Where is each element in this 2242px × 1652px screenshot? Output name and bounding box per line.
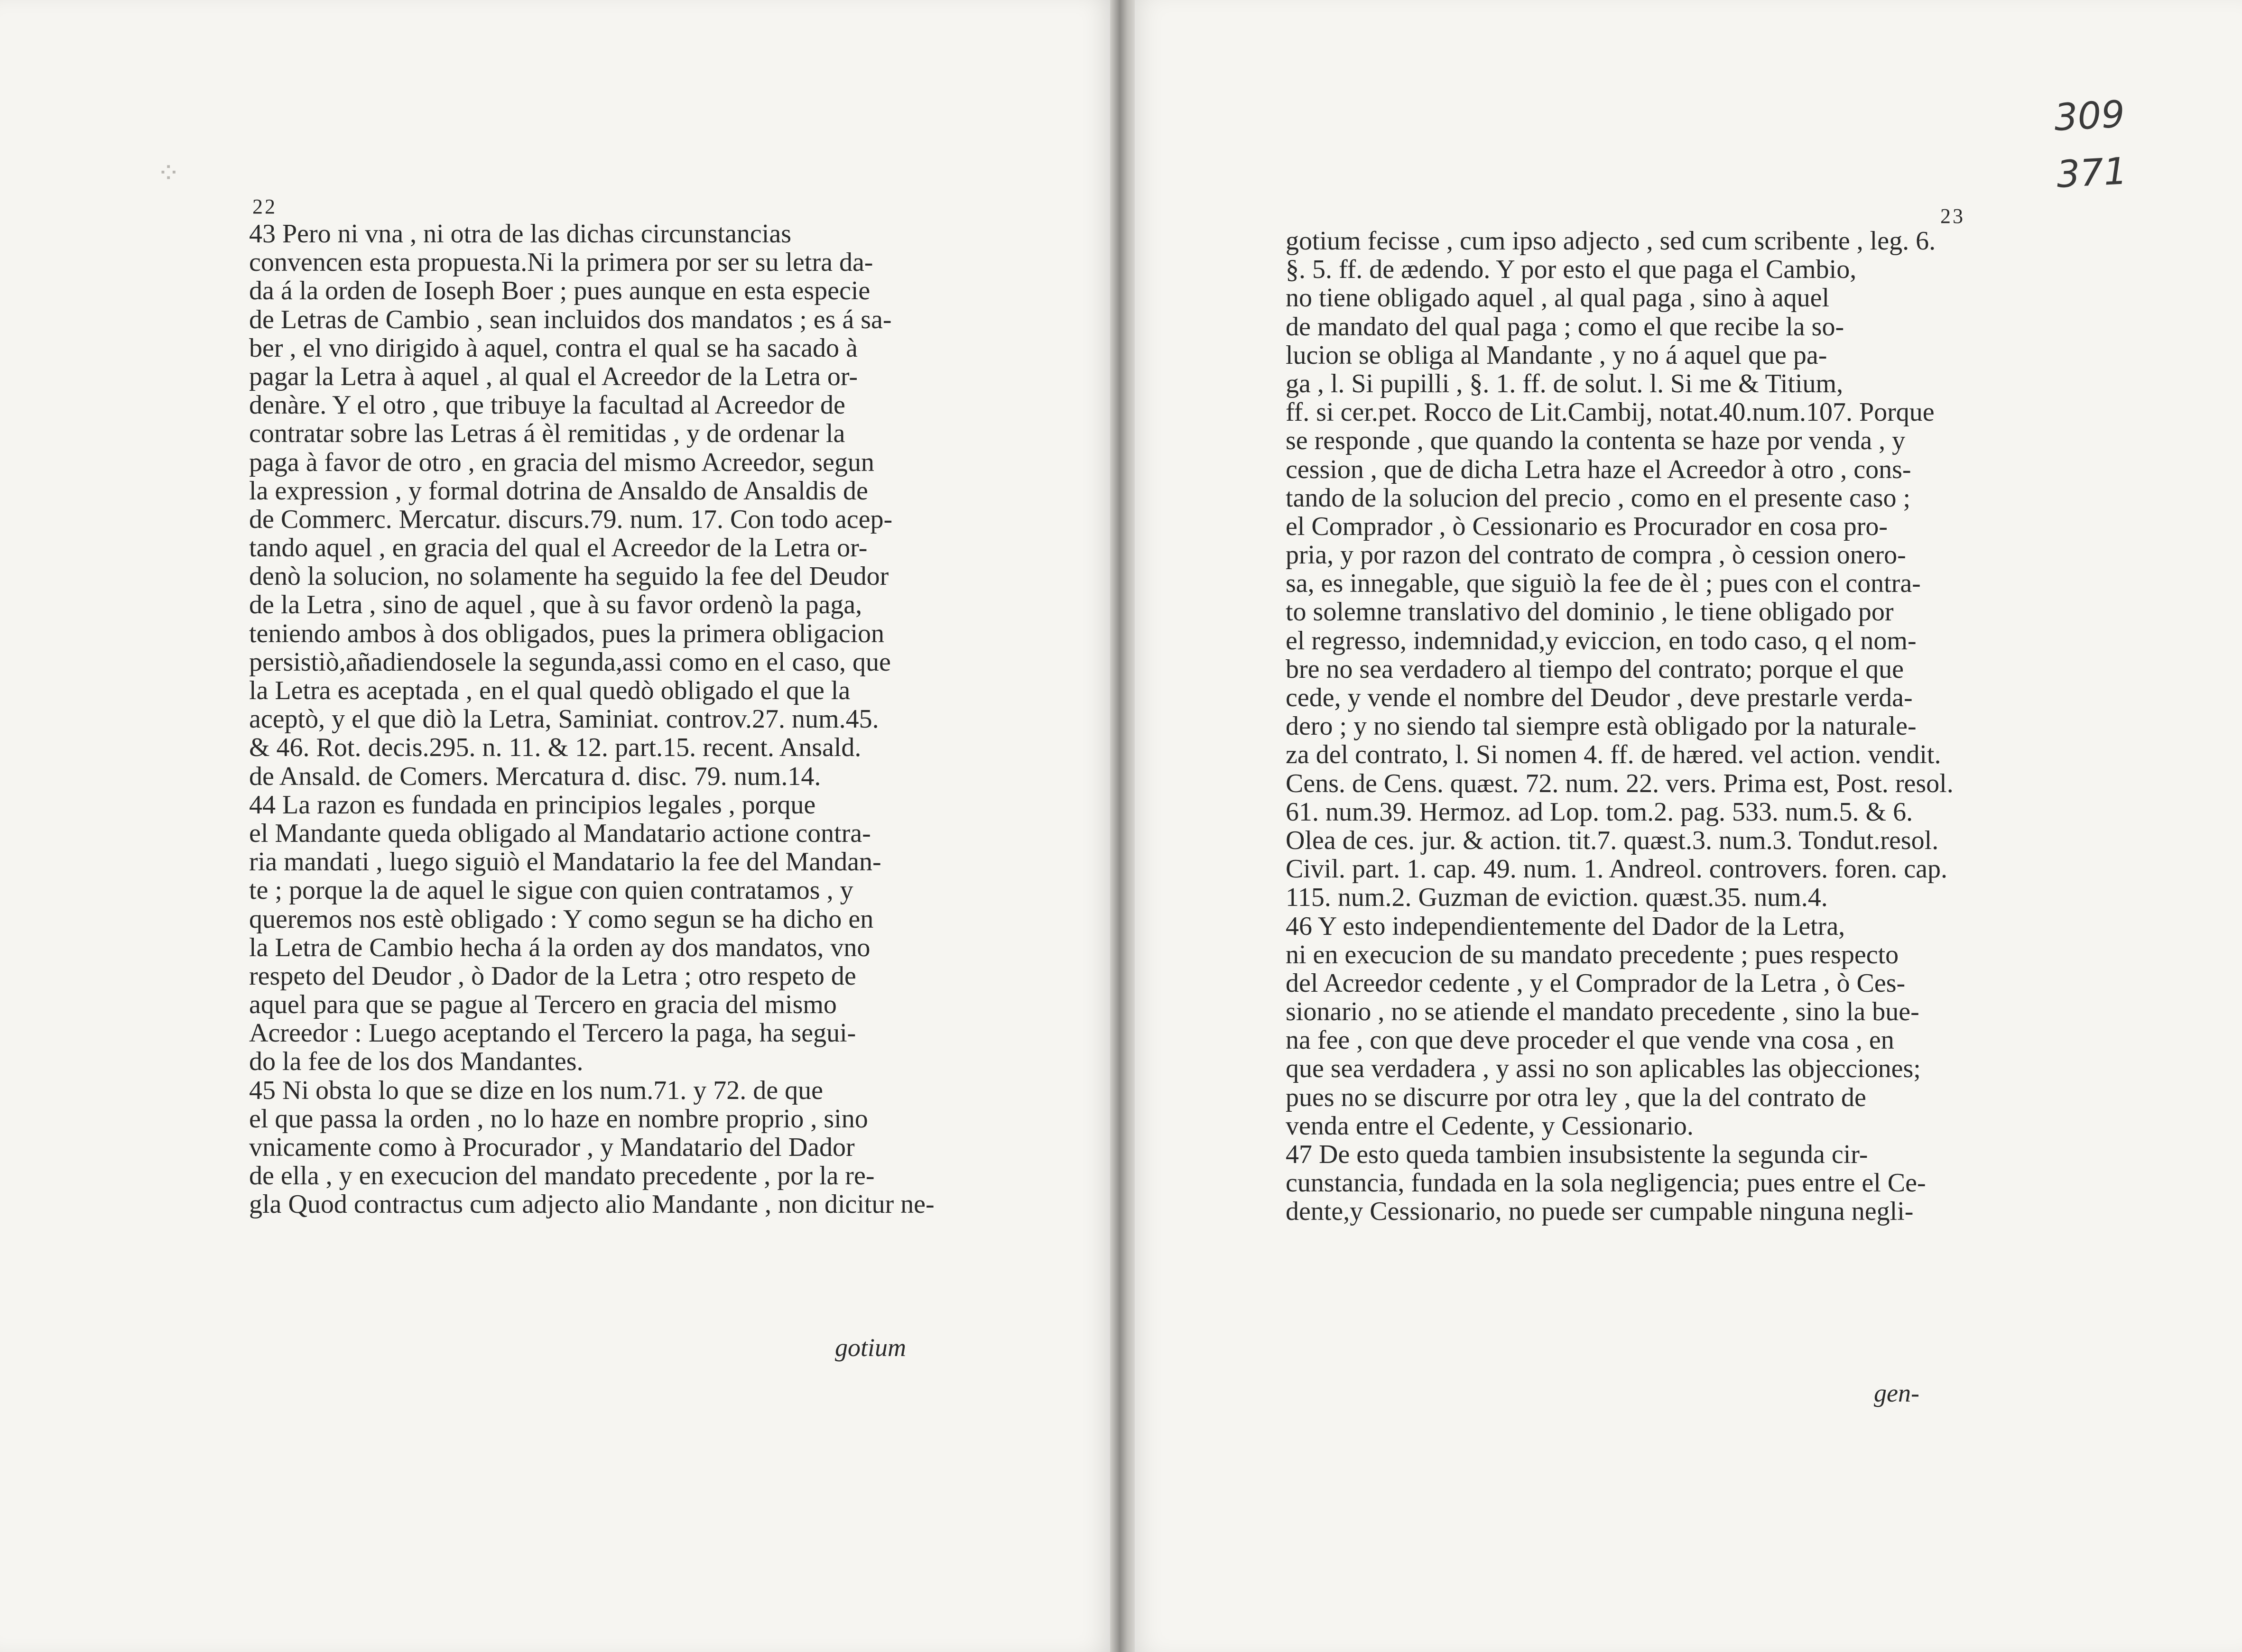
text-line: ber , el vno dirigido à aquel, contra el qual se ha sacado à: [249, 333, 858, 363]
text-line: la expression , y formal dotrina de Ansaldo de Ansaldis de: [249, 476, 868, 506]
right-page-text: [1286, 227, 1978, 1226]
text-line: paga à favor de otro , en gracia del mismo Acreedor, segun: [249, 447, 874, 477]
text-line: to solemne translativo del dominio , le tiene obligado por: [1286, 597, 1894, 627]
left-page-number: 22: [252, 195, 277, 218]
text-line: tando aquel , en gracia del qual el Acreedor de la Letra or-: [249, 533, 868, 563]
text-line: de Ansald. de Comers. Mercatura d. disc. 79. num.14.: [249, 761, 821, 791]
text-line: de mandato del qual paga ; como el que recibe la so-: [1286, 312, 1844, 341]
text-line: pagar la Letra à aquel , al qual el Acreedor de la Letra or-: [249, 361, 858, 391]
text-line: el que passa la orden , no lo haze en nombre proprio , sino: [249, 1104, 868, 1134]
text-line: pria, y por razon del contrato de compra , ò cession onero-: [1286, 540, 1906, 570]
text-line: ga , l. Si pupilli , §. 1. ff. de solut. l. Si me & Titium,: [1286, 369, 1844, 398]
right-catchword: gen-: [1874, 1379, 1919, 1407]
text-line: aceptò, y el que diò la Letra, Saminiat. controv.27. num.45.: [249, 704, 879, 734]
text-line: contratar sobre las Letras á èl remitidas , y de ordenar la: [249, 419, 845, 449]
text-line: se responde , que quando la contenta se haze por venda , y: [1286, 426, 1906, 456]
text-line: teniendo ambos à dos obligados, pues la primera obligacion: [249, 618, 885, 648]
text-line: que sea verdadera , y assi no son aplicables las objecciones;: [1286, 1054, 1921, 1084]
text-line: lucion se obliga al Mandante , y no á aquel que pa-: [1286, 340, 1827, 370]
text-line: vnicamente como à Procurador , y Mandatario del Dador: [249, 1133, 855, 1162]
text-line: te ; porque la de aquel le sigue con quien contratamos , y: [249, 876, 853, 905]
text-line: 46 Y esto independientemente del Dador de la Letra,: [1286, 911, 1845, 941]
text-line: de ella , y en execucion del mandato precedente , por la re-: [249, 1161, 875, 1191]
text-line: cede, y vende el nombre del Deudor , deve prestarle verda-: [1286, 683, 1913, 712]
text-line: denàre. Y el otro , que tribuye la facultad al Acreedor de: [249, 390, 845, 420]
text-line: de Commerc. Mercatur. discurs.79. num. 17. Con todo acep-: [249, 504, 893, 534]
text-line: denò la solucion, no solamente ha seguido la fee del Deudor: [249, 562, 889, 591]
folio-mark-handwritten: 309: [2053, 93, 2126, 139]
text-line: de la Letra , sino de aquel , que à su favor ordenò la paga,: [249, 590, 862, 620]
text-line: pues no se discurre por otra ley , que la del contrato de: [1286, 1082, 1866, 1112]
text-line: ria mandati , luego siguiò el Mandatario la fee del Mandan-: [249, 847, 881, 877]
text-line: aquel para que se pague al Tercero en gracia del mismo: [249, 990, 837, 1020]
text-line: cunstancia, fundada en la sola negligencia; pues entre el Ce-: [1286, 1168, 1926, 1198]
text-line: da á la orden de Ioseph Boer ; pues aunque en esta especie: [249, 276, 871, 306]
left-page-text: [249, 220, 942, 1219]
text-line: 43 Pero ni vna , ni otra de las dichas circunstancias: [249, 219, 791, 249]
text-line: sionario , no se atiende el mandato precedente , sino la bue-: [1286, 997, 1919, 1027]
text-line: respeto del Deudor , ò Dador de la Letra ; otro respeto de: [249, 961, 856, 991]
text-line: tando de la solucion del precio , como en el presente caso ;: [1286, 483, 1911, 513]
text-line: de Letras de Cambio , sean incluidos dos mandatos ; es á sa-: [249, 305, 892, 334]
right-page-number: 23: [1940, 204, 1965, 228]
text-line: 45 Ni obsta lo que se dize en los num.71. y 72. de que: [249, 1075, 824, 1105]
left-page: [0, 0, 1110, 1652]
folio-mark-handwritten: 371: [2055, 150, 2129, 196]
text-line: na fee , con que deve proceder el que vende vna cosa , en: [1286, 1025, 1894, 1055]
text-line: el regresso, indemnidad,y eviccion, en todo caso, q el nom-: [1286, 626, 1917, 655]
text-line: 115. num.2. Guzman de eviction. quæst.35. num.4.: [1286, 883, 1828, 913]
left-catchword: gotium: [835, 1333, 907, 1362]
text-line: convencen esta propuesta.Ni la primera por ser su letra da-: [249, 248, 873, 277]
text-line: 47 De esto queda tambien insubsistente la segunda cir-: [1286, 1140, 1868, 1169]
text-line: cession , que de dicha Letra haze el Acreedor à otro , cons-: [1286, 454, 1911, 484]
text-line: dente,y Cessionario, no puede ser cumpable ninguna negli-: [1286, 1197, 1914, 1227]
text-line: venda entre el Cedente, y Cessionario.: [1286, 1111, 1694, 1141]
text-line: ni en execucion de su mandato precedente ; pues respecto: [1286, 940, 1899, 969]
text-line: gla Quod contractus cum adjecto alio Mandante , non dicitur ne-: [249, 1190, 935, 1219]
text-line: 44 La razon es fundada en principios legales , porque: [249, 790, 816, 820]
text-line: del Acreedor cedente , y el Comprador de la Letra , ò Ces-: [1286, 968, 1906, 998]
text-line: queremos nos estè obligado : Y como segun se ha dicho en: [249, 904, 874, 934]
text-line: sa, es innegable, que siguiò la fee de èl ; pues con el contra-: [1286, 569, 1921, 599]
text-line: la Letra es aceptada , en el qual quedò obligado el que la: [249, 676, 851, 705]
text-line: §. 5. ff. de ædendo. Y por esto el que paga el Cambio,: [1286, 255, 1857, 285]
ink-smudge: ⁘: [157, 157, 181, 189]
text-line: Cens. de Cens. quæst. 72. num. 22. vers. Prima est, Post. resol.: [1286, 768, 1954, 798]
text-line: Olea de ces. jur. & action. tit.7. quæst.3. num.3. Tondut.resol.: [1286, 825, 1939, 855]
text-line: Civil. part. 1. cap. 49. num. 1. Andreol. controvers. foren. cap.: [1286, 854, 1947, 884]
text-line: za del contrato, l. Si nomen 4. ff. de hæred. vel action. vendit.: [1286, 740, 1941, 770]
text-line: no tiene obligado aquel , al qual paga , sino à aquel: [1286, 283, 1830, 313]
text-line: & 46. Rot. decis.295. n. 11. & 12. part.15. recent. Ansald.: [249, 733, 862, 763]
text-line: gotium fecisse , cum ipso adjecto , sed cum scribente , leg. 6.: [1286, 226, 1936, 256]
text-line: el Mandante queda obligado al Mandatario actione contra-: [249, 818, 871, 848]
text-line: bre no sea verdadero al tiempo del contrato; porque el que: [1286, 654, 1904, 684]
text-line: Acreedor : Luego aceptando el Tercero la paga, ha segui-: [249, 1018, 856, 1048]
text-line: ff. si cer.pet. Rocco de Lit.Cambij, notat.40.num.107. Porque: [1286, 397, 1935, 427]
text-line: persistiò,añadiendosele la segunda,assi como en el caso, que: [249, 647, 891, 677]
right-page: [1135, 0, 2242, 1652]
book-gutter: [1110, 0, 1135, 1652]
text-line: do la fee de los dos Mandantes.: [249, 1047, 584, 1077]
text-line: la Letra de Cambio hecha á la orden ay dos mandatos, vno: [249, 932, 871, 962]
text-line: dero ; y no siendo tal siempre està obligado por la naturale-: [1286, 711, 1917, 741]
text-line: 61. num.39. Hermoz. ad Lop. tom.2. pag. 533. num.5. & 6.: [1286, 797, 1913, 827]
text-line: el Comprador , ò Cessionario es Procurador en cosa pro-: [1286, 511, 1888, 541]
